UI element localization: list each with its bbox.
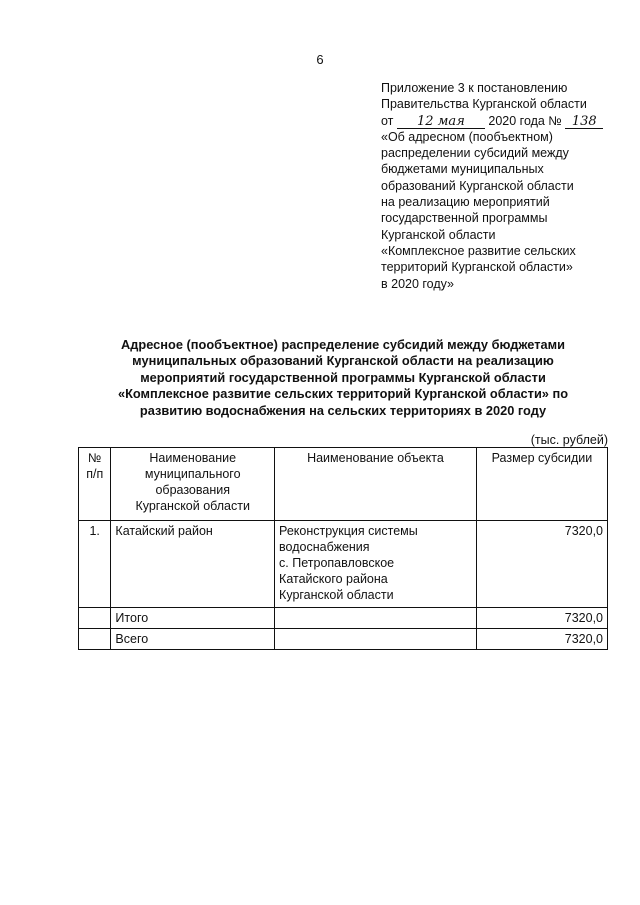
title-line: «Комплексное развитие сельских территорий Курганской области» по (117, 386, 569, 402)
appendix-line: на реализацию мероприятий (381, 195, 550, 210)
title-line: Адресное (пообъектное) распределение субсидий между бюджетами (121, 337, 565, 352)
appendix-date-line (381, 113, 631, 129)
header-object: Наименование объекта (275, 448, 477, 521)
page-number: 6 (316, 52, 324, 67)
appendix-line: в 2020 году» (381, 276, 454, 291)
cell-empty (79, 608, 111, 629)
cell-empty (275, 629, 477, 650)
cell-empty (275, 608, 477, 629)
total-row (79, 629, 608, 650)
header-num: № п/п (79, 448, 111, 521)
allocation-table (78, 447, 608, 650)
total-amount: 7320,0 (476, 629, 607, 650)
appendix-line: «Комплексное развитие сельских (381, 243, 576, 258)
total-label: Всего (111, 629, 275, 650)
handwritten-date: 12 мая (397, 116, 485, 129)
appendix-line: Правительства Курганской области (381, 97, 587, 112)
title-line: мероприятий государственной программы Курганской области (140, 369, 546, 385)
subtotal-row (79, 608, 608, 629)
cell-municipality: Катайский район (111, 521, 275, 608)
subtotal-label: Итого (111, 608, 275, 629)
date-prefix: от (381, 113, 394, 128)
appendix-line: государственной программы (381, 211, 548, 226)
header-municipality: Наименование муниципального образования Курганской области (111, 448, 275, 521)
appendix-line: бюджетами муниципальных (381, 162, 544, 177)
appendix-line: образований Курганской области (381, 178, 574, 193)
cell-object: Реконструкция системы водоснабжения с. Петропавловское Катайского района Курганской области (275, 521, 477, 608)
cell-amount: 7320,0 (476, 521, 607, 608)
appendix-line: распределении субсидий между (381, 146, 569, 161)
title-line: развитию водоснабжения на сельских территориях в 2020 году (139, 402, 547, 418)
appendix-line: «Об адресном (пообъектном) (381, 129, 553, 144)
appendix-line: территорий Курганской области» (381, 260, 573, 275)
appendix-line: Приложение 3 к постановлению (381, 81, 568, 95)
title-line: муниципальных образований Курганской области на реализацию (132, 353, 554, 369)
cell-num: 1. (79, 521, 111, 608)
document-title (78, 337, 608, 419)
year-text: 2020 года № (488, 113, 562, 128)
header-amount: Размер субсидии (476, 448, 607, 521)
appendix-line: Курганской области (381, 227, 496, 242)
table-header-row (79, 448, 608, 521)
cell-empty (79, 629, 111, 650)
subtotal-amount: 7320,0 (476, 608, 607, 629)
table-row (79, 521, 608, 608)
handwritten-number: 138 (565, 116, 603, 129)
appendix-block (381, 80, 631, 292)
units-label: (тыс. рублей) (530, 433, 608, 447)
